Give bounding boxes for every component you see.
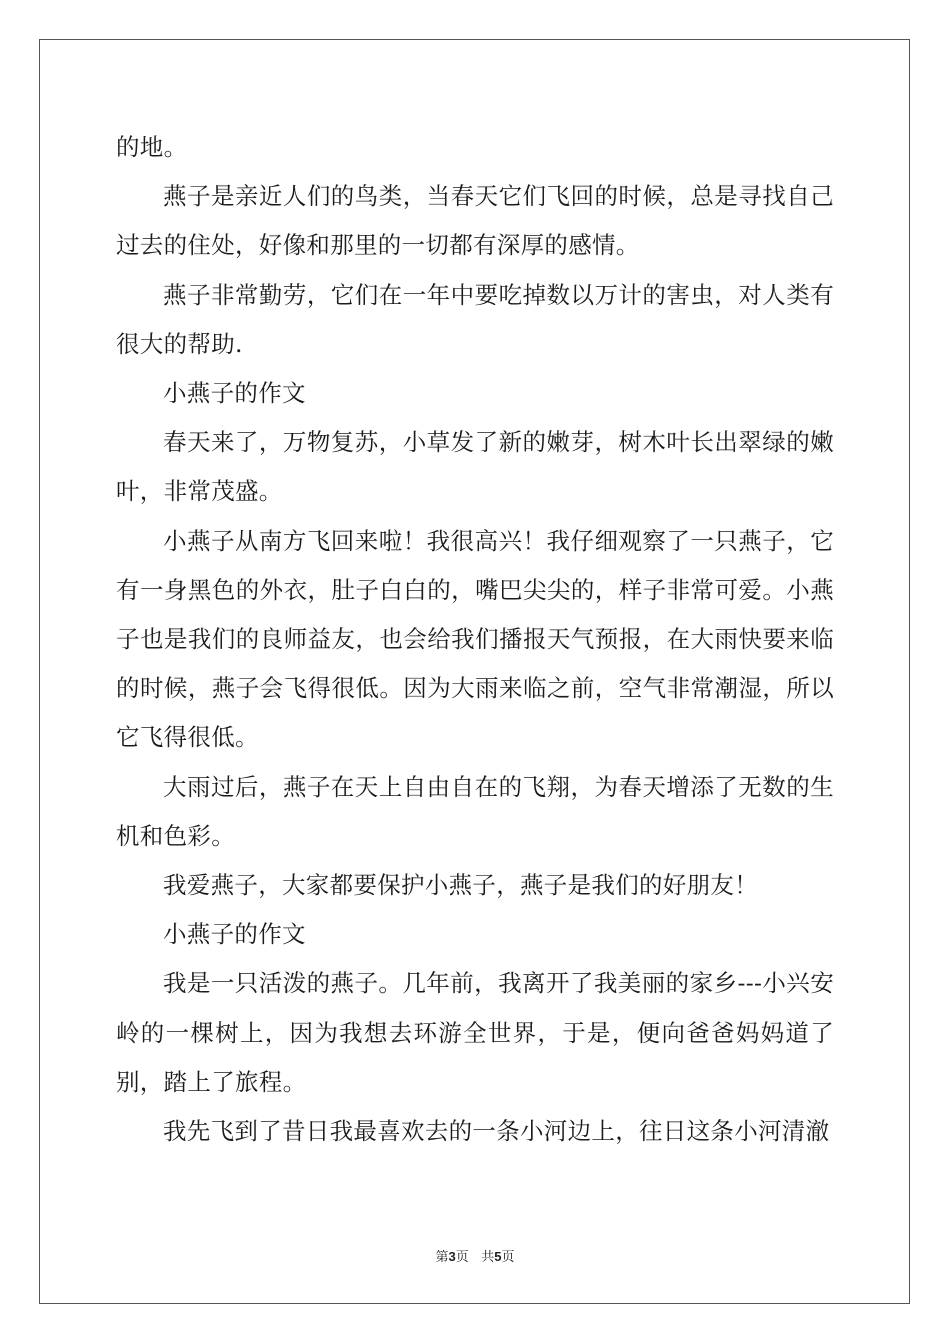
page-suffix: 页 (455, 1250, 469, 1265)
paragraph-6: 大雨过后，燕子在天上自由自在的飞翔，为春天增添了无数的生机和色彩。 (116, 772, 834, 850)
paragraph-9: 我先飞到了昔日我最喜欢去的一条小河边上，往日这条小河清澈 (163, 1117, 830, 1146)
paragraph-8: 我是一只活泼的燕子。几年前，我离开了我美丽的家乡---小兴安岭的一棵树上，因为我想去环游全世界，于是，便向爸爸妈妈道了别，踏上了旅程。 (116, 969, 834, 1096)
section-heading-1: 小燕子的作文 (163, 379, 306, 408)
paragraph-7: 我爱燕子，大家都要保护小燕子，燕子是我们的好朋友！ (163, 871, 758, 900)
paragraph-1: 的地。 (116, 133, 188, 161)
page-number: 3 (448, 1249, 456, 1264)
total-prefix: 共 (481, 1250, 495, 1265)
page-footer (0, 1246, 950, 1265)
document-body (116, 123, 834, 1156)
paragraph-4: 春天来了，万物复苏，小草发了新的嫩芽，树木叶长出翠绿的嫩叶，非常茂盛。 (116, 428, 834, 506)
section-heading-2: 小燕子的作文 (163, 920, 306, 949)
paragraph-5: 小燕子从南方飞回来啦！我很高兴！我仔细观察了一只燕子，它有一身黑色的外衣，肚子白白的，嘴巴尖尖的，样子非常可爱。小燕子也是我们的良师益友，也会给我们播报天气预报，在大雨快要来临的时候，燕子会飞得很低。因为大雨来临之前，空气非常潮湿，所以它飞得很低。 (116, 526, 834, 752)
total-pages: 5 (494, 1249, 502, 1264)
page-prefix: 第 (435, 1250, 449, 1265)
total-suffix: 页 (501, 1250, 515, 1265)
paragraph-3: 燕子非常勤劳，它们在一年中要吃掉数以万计的害虫，对人类有很大的帮助. (116, 280, 834, 358)
paragraph-2: 燕子是亲近人们的鸟类，当春天它们飞回的时候，总是寻找自己过去的住处，好像和那里的一切都有深厚的感情。 (116, 182, 834, 260)
